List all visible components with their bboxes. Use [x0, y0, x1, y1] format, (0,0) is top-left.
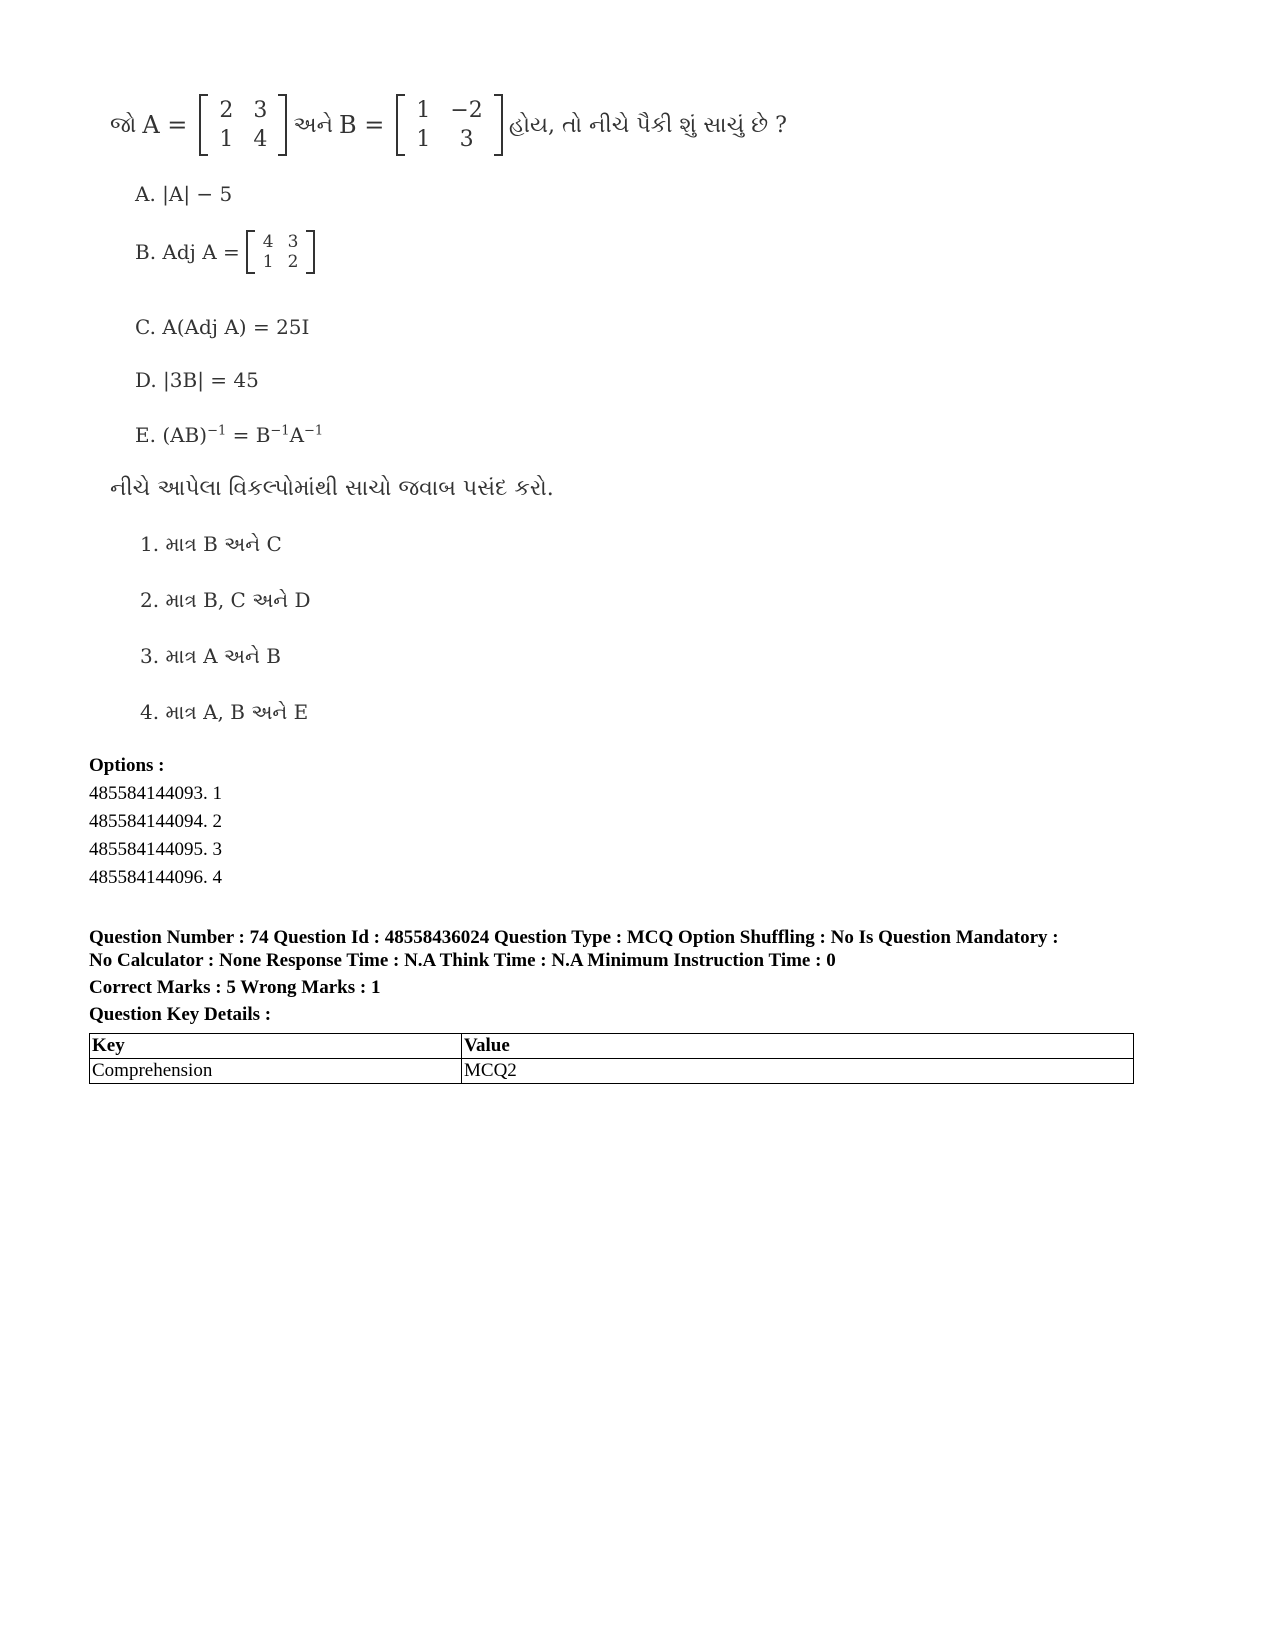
matrix-b-cell: 3 [459, 127, 474, 152]
meta-line-1: Question Number : 74 Question Id : 48558436024 Question Type : MCQ Option Shuffling : No Is Question Mandatory : [89, 927, 1059, 948]
matrix-b-cell: 1 [416, 98, 431, 123]
statement-e-part: = B [226, 423, 271, 447]
statement-b [135, 230, 321, 274]
meta-line-2: No Calculator : None Response Time : N.A Think Time : N.A Minimum Instruction Time : 0 [89, 950, 836, 971]
adj-matrix-cell: 4 [262, 232, 274, 252]
table-row [90, 1059, 1134, 1084]
matrix-a-label: A = [142, 111, 188, 139]
statement-e-part: E. (AB) [135, 423, 208, 447]
options-list [89, 752, 222, 892]
options-heading: Options : [89, 755, 165, 776]
stem-suffix: હોય, તો નીચે પૈકી શું સાચું છે ? [508, 112, 787, 138]
question-stem [110, 80, 787, 170]
stem-prefix: જો [110, 112, 137, 138]
adj-matrix-cell: 2 [287, 252, 299, 272]
header-value: Value [462, 1034, 1134, 1059]
cell-key: Comprehension [90, 1059, 462, 1084]
matrix-b-cell: 1 [416, 127, 431, 152]
statement-e-sup: −1 [304, 423, 324, 439]
key-details-table [89, 1033, 1134, 1084]
option-item: 485584144095. 3 [89, 839, 222, 860]
key-details-heading: Question Key Details : [89, 1004, 272, 1025]
choice-2: 2. માત્ર B, C અને D [140, 588, 311, 612]
adj-matrix-cell: 1 [262, 252, 274, 272]
matrix-a-cell: 1 [219, 127, 234, 152]
option-item: 485584144096. 4 [89, 867, 222, 888]
matrix-a [199, 94, 287, 156]
matrix-a-cell: 2 [219, 98, 234, 123]
matrix-a-cell: 4 [253, 127, 268, 152]
question-meta [89, 926, 1139, 1026]
option-item: 485584144094. 2 [89, 811, 222, 832]
statement-b-label: B. Adj A = [135, 240, 240, 264]
choice-1: 1. માત્ર B અને C [140, 532, 282, 556]
statement-e-part: A [289, 423, 305, 447]
statement-c: C. A(Adj A) = 25I [135, 315, 310, 339]
table-header-row [90, 1034, 1134, 1059]
adj-matrix [246, 230, 316, 274]
matrix-b-cell: −2 [450, 98, 483, 123]
statement-e-sup: −1 [207, 423, 227, 439]
marks-line: Correct Marks : 5 Wrong Marks : 1 [89, 977, 381, 998]
choice-4: 4. માત્ર A, B અને E [140, 700, 309, 724]
matrix-a-cell: 3 [253, 98, 268, 123]
choice-3: 3. માત્ર A અને B [140, 644, 281, 668]
matrix-b-label: B = [339, 111, 385, 139]
instruction: નીચે આપેલા વિકલ્પોમાંથી સાચો જવાબ પસંદ કરો. [110, 476, 554, 501]
matrix-b [396, 94, 502, 156]
adj-matrix-cell: 3 [287, 232, 299, 252]
statement-a: A. |A| − 5 [135, 182, 233, 206]
statement-d: D. |3B| = 45 [135, 368, 259, 392]
stem-conjunction: અને [293, 112, 333, 138]
statement-e-sup: −1 [270, 423, 290, 439]
question-image [110, 80, 810, 770]
header-key: Key [90, 1034, 462, 1059]
option-item: 485584144093. 1 [89, 783, 222, 804]
statement-e [135, 423, 323, 447]
cell-value: MCQ2 [462, 1059, 1134, 1084]
